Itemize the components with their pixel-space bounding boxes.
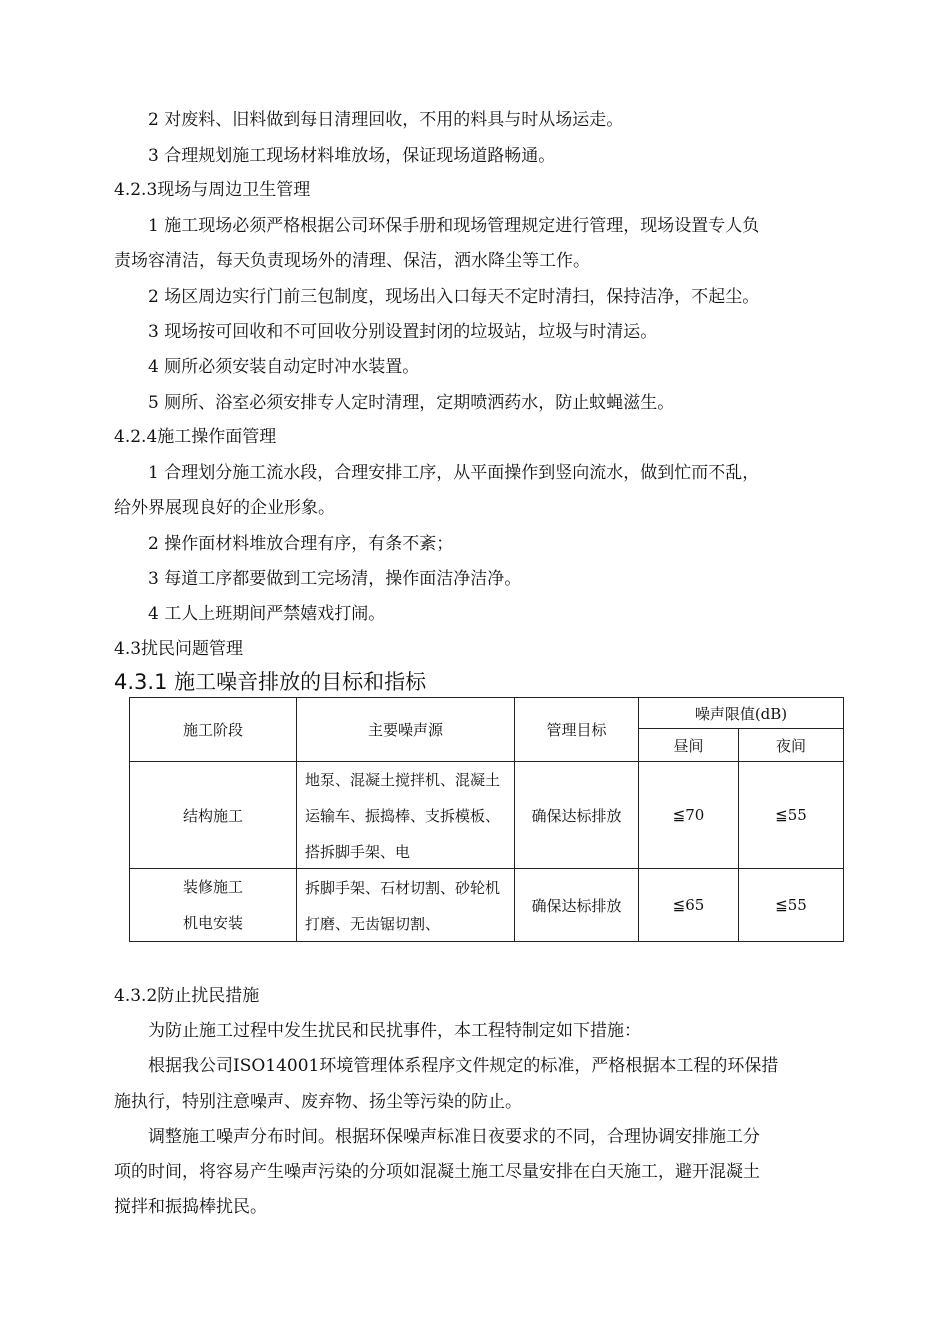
- header-limit: 噪声限值(dB): [639, 698, 844, 729]
- paragraph: 2 场区周边实行门前三包制度，现场出入口每天不定时清扫，保持洁净，不起尘。: [148, 287, 760, 307]
- cell-stage: 结构施工: [130, 762, 297, 869]
- header-source: 主要噪声源: [297, 698, 515, 762]
- table-row: [130, 869, 844, 942]
- section-heading: 4.3.2防止扰民措施: [114, 986, 260, 1006]
- paragraph-continuation: 搅拌和振捣棒扰民。: [114, 1197, 267, 1217]
- paragraph: 为防止施工过程中发生扰民和民扰事件，本工程特制定如下措施：: [148, 1021, 641, 1041]
- paragraph: 2 操作面材料堆放合理有序，有条不紊；: [148, 534, 454, 554]
- paragraph-continuation: 施执行，特别注意噪声、废弃物、扬尘等污染的防止。: [114, 1092, 522, 1112]
- paragraph: 1 合理划分施工流水段，合理安排工序，从平面操作到竖向流水，做到忙而不乱，: [148, 463, 760, 483]
- paragraph: 3 现场按可回收和不可回收分别设置封闭的垃圾站，垃圾与时清运。: [148, 322, 658, 342]
- section-heading: 4.3扰民问题管理: [114, 639, 244, 659]
- paragraph-continuation: 给外界展现良好的企业形象。: [114, 498, 335, 518]
- paragraph: 4 工人上班期间严禁嬉戏打闹。: [148, 604, 386, 624]
- paragraph: 调整施工噪声分布时间。根据环保噪声标准日夜要求的不同，合理协调安排施工分: [148, 1127, 760, 1147]
- cell-day: ≦65: [639, 869, 739, 942]
- paragraph: 3 每道工序都要做到工完场清，操作面洁净洁净。: [148, 569, 522, 589]
- paragraph-continuation: 项的时间，将容易产生噪声污染的分项如混凝土施工尽量安排在白天施工，避开混凝土: [114, 1162, 760, 1182]
- paragraph: 2 对废料、旧料做到每日清理回收，不用的料具与时从场运走。: [148, 110, 624, 130]
- cell-night: ≦55: [739, 762, 844, 869]
- cell-source: [297, 762, 515, 869]
- paragraph-continuation: 责场容清洁，每天负责现场外的清理、保洁，洒水降尘等工作。: [114, 251, 590, 271]
- header-stage: 施工阶段: [130, 698, 297, 762]
- paragraph: 3 合理规划施工现场材料堆放场，保证现场道路畅通。: [148, 146, 556, 166]
- subsection-title: 4.3.1 施工噪音排放的目标和指标: [114, 670, 427, 694]
- cell-day: ≦70: [639, 762, 739, 869]
- paragraph: 根据我公司ISO14001环境管理体系程序文件规定的标准，严格根据本工程的环保措: [148, 1056, 779, 1076]
- header-target: 管理目标: [515, 698, 639, 762]
- table-header-row: [130, 698, 844, 729]
- section-heading: 4.2.4施工操作面管理: [114, 427, 277, 447]
- stage-line: 装修施工: [182, 878, 243, 896]
- noise-limits-table: [129, 697, 844, 942]
- source-text: 地泵、混凝土搅拌机、混凝土运输车、振捣棒、支拆模板、搭拆脚手架、电: [305, 771, 501, 861]
- cell-stage: [130, 869, 297, 942]
- paragraph: 5 厕所、浴室必须安排专人定时清理，定期喷洒药水，防止蚊蝇滋生。: [148, 393, 675, 413]
- source-text: 拆脚手架、石材切割、砂轮机打磨、无齿锯切割、: [305, 878, 501, 933]
- cell-night: ≦55: [739, 869, 844, 942]
- cell-target: 确保达标排放: [515, 869, 639, 942]
- stage-line: 机电安装: [182, 914, 243, 932]
- table-row: [130, 762, 844, 869]
- cell-target: 确保达标排放: [515, 762, 639, 869]
- cell-source: [297, 869, 515, 942]
- header-day: 昼间: [639, 729, 739, 762]
- header-night: 夜间: [739, 729, 844, 762]
- paragraph: 4 厕所必须安装自动定时冲水装置。: [148, 357, 420, 377]
- paragraph: 1 施工现场必须严格根据公司环保手册和现场管理规定进行管理，现场设置专人负: [148, 216, 760, 236]
- section-heading: 4.2.3现场与周边卫生管理: [114, 180, 311, 200]
